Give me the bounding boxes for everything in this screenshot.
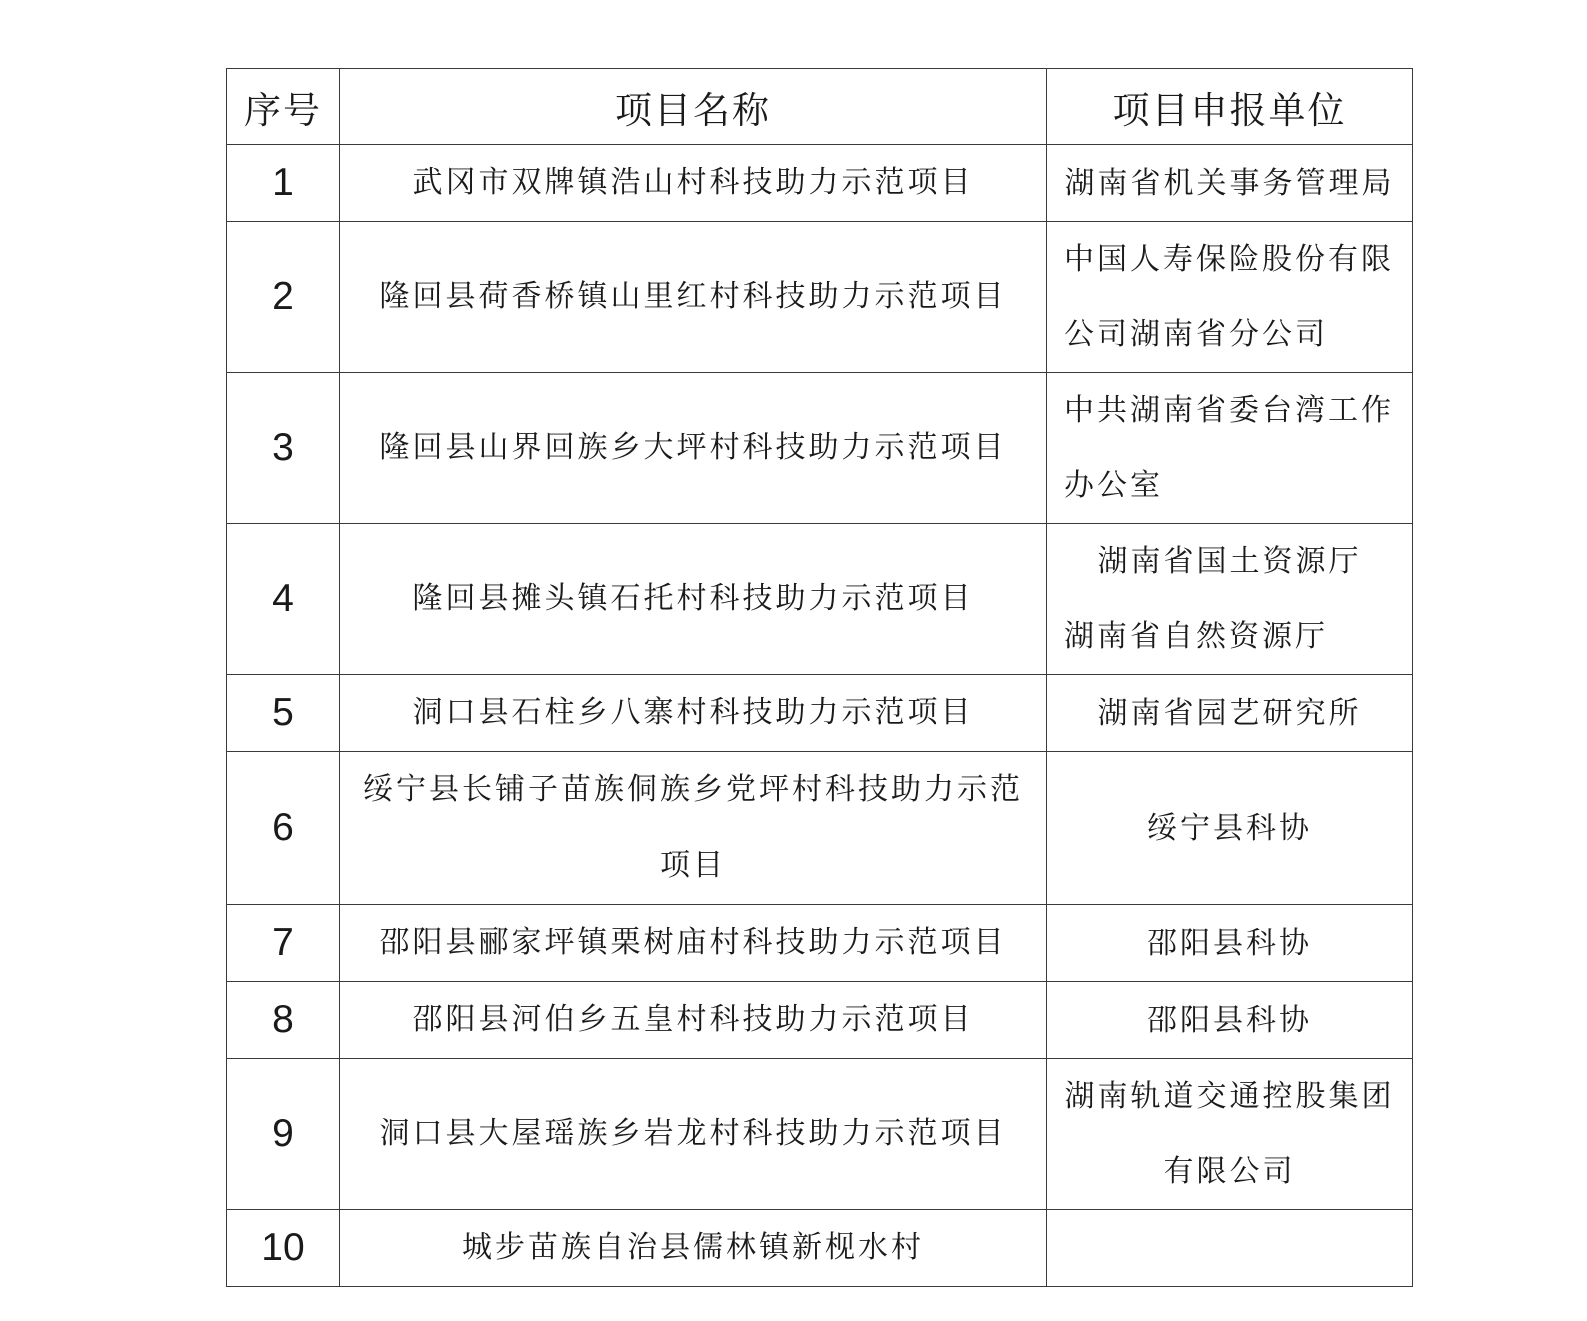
unit-line: 邵阳县科协	[1147, 925, 1312, 961]
table-header-row	[227, 69, 1413, 145]
table-row	[227, 222, 1413, 373]
row-project-name: 邵阳县河伯乡五皇村科技助力示范项目	[340, 982, 1047, 1059]
table-row	[227, 675, 1413, 752]
row-seq: 3	[227, 373, 340, 524]
unit-line: 中共湖南省委台湾工作	[1064, 393, 1394, 428]
row-applicant-unit	[1047, 982, 1413, 1059]
row-project-name: 隆回县山界回族乡大坪村科技助力示范项目	[340, 373, 1047, 524]
unit-line: 有限公司	[1163, 1154, 1296, 1189]
table-row	[227, 373, 1413, 524]
row-seq: 1	[227, 145, 340, 222]
table-row	[227, 1210, 1413, 1287]
row-seq: 4	[227, 524, 340, 675]
unit-line: 湖南省机关事务管理局	[1064, 165, 1395, 201]
row-project-name: 洞口县石柱乡八寨村科技助力示范项目	[340, 675, 1047, 752]
row-applicant-unit	[1047, 1210, 1413, 1287]
unit-line: 邵阳县科协	[1147, 1002, 1312, 1038]
row-applicant-unit	[1047, 1059, 1413, 1210]
row-seq: 9	[227, 1059, 340, 1210]
row-applicant-unit	[1047, 905, 1413, 982]
row-seq: 6	[227, 752, 340, 905]
table-row	[227, 905, 1413, 982]
unit-line: 公司湖南省分公司	[1064, 317, 1328, 352]
row-applicant-unit	[1047, 222, 1413, 373]
row-project-name: 隆回县摊头镇石托村科技助力示范项目	[340, 524, 1047, 675]
row-seq: 8	[227, 982, 340, 1059]
row-applicant-unit	[1047, 752, 1413, 905]
row-seq: 5	[227, 675, 340, 752]
unit-line: 湖南省自然资源厅	[1064, 619, 1328, 654]
unit-line: 湖南省园艺研究所	[1097, 695, 1362, 731]
row-project-name: 洞口县大屋瑶族乡岩龙村科技助力示范项目	[340, 1059, 1047, 1210]
table-row	[227, 145, 1413, 222]
unit-line: 绥宁县科协	[1147, 810, 1312, 846]
unit-line: 湖南省国土资源厅	[1097, 544, 1362, 579]
unit-line: 办公室	[1064, 468, 1163, 503]
header-applicant-unit: 项目申报单位	[1047, 69, 1413, 145]
row-project-name: 隆回县荷香桥镇山里红村科技助力示范项目	[340, 222, 1047, 373]
row-seq: 10	[227, 1210, 340, 1287]
table-row	[227, 982, 1413, 1059]
table-row	[227, 1059, 1413, 1210]
unit-line: 中国人寿保险股份有限	[1064, 242, 1394, 277]
row-applicant-unit	[1047, 675, 1413, 752]
unit-line: 湖南轨道交通控股集团	[1064, 1079, 1395, 1114]
header-seq: 序号	[227, 69, 340, 145]
row-applicant-unit	[1047, 145, 1413, 222]
row-applicant-unit	[1047, 524, 1413, 675]
row-seq: 7	[227, 905, 340, 982]
row-applicant-unit	[1047, 373, 1413, 524]
table-row	[227, 752, 1413, 905]
header-project-name: 项目名称	[340, 69, 1047, 145]
row-project-name: 武冈市双牌镇浩山村科技助力示范项目	[340, 145, 1047, 222]
row-seq: 2	[227, 222, 340, 373]
row-project-name: 城步苗族自治县儒林镇新枧水村	[340, 1210, 1047, 1287]
row-project-name: 绥宁县长铺子苗族侗族乡党坪村科技助力示范项目	[340, 752, 1047, 905]
project-table	[226, 68, 1413, 1287]
row-project-name: 邵阳县郦家坪镇栗树庙村科技助力示范项目	[340, 905, 1047, 982]
table-row	[227, 524, 1413, 675]
